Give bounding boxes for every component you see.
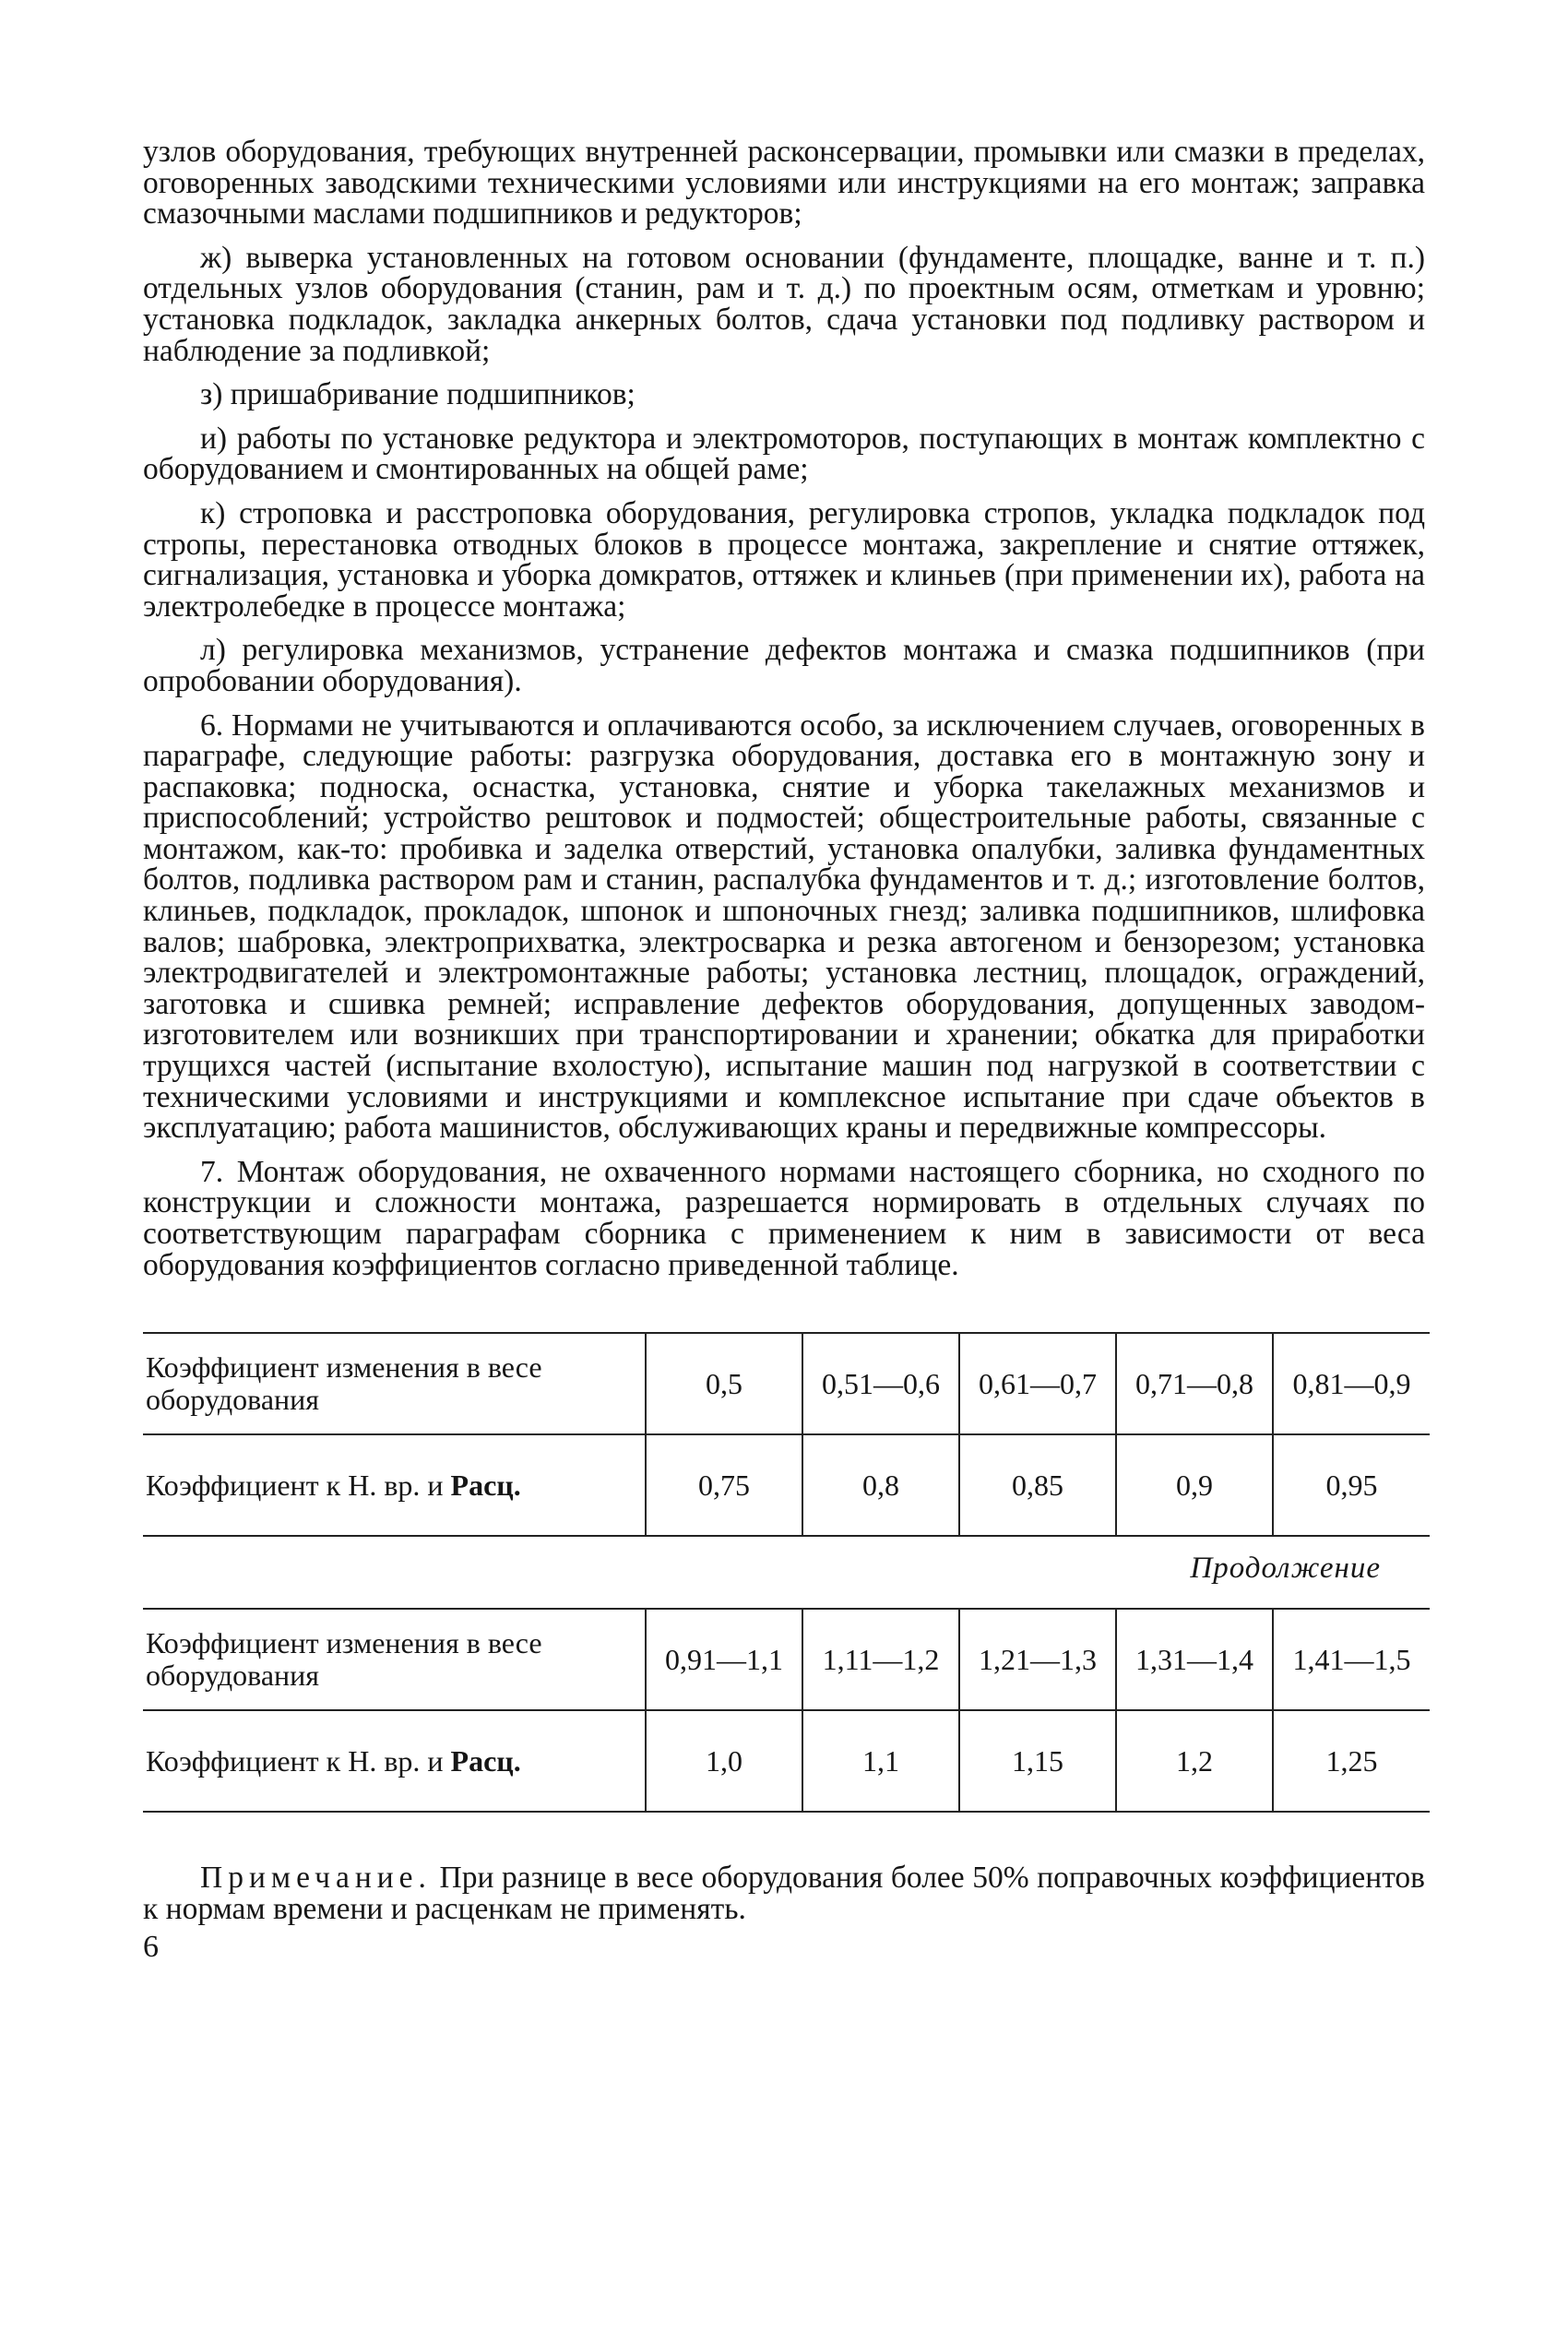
table-cell: 1,2: [1116, 1710, 1273, 1812]
note-text: При разнице в весе оборудования более 50% поправочных коэффициентов к нормам времени и расценкам не применять.: [143, 1861, 1425, 1926]
coefficient-table-2: [143, 1608, 1430, 1813]
table-cell: 0,85: [959, 1434, 1116, 1536]
paragraph-item-z: з) пришабривание подшипников;: [200, 377, 636, 412]
table-row-norm-coefficient: [143, 1434, 1430, 1536]
paragraph-clause-7: 7. Монтаж оборудования, не охваченного нормами настоящего сборника, но сходного по конструкции и сложности монтажа, разрешается нормировать в отдельных случаях по соответствующим параграфам сборника с применением к ним в зависимости от веса оборудования коэффициентов согласно приведенной таблице.: [143, 1154, 1425, 1282]
coefficient-table-1: [143, 1332, 1430, 1537]
paragraph-clause-6: 6. Нормами не учитываются и оплачиваются особо, за исключением случаев, оговоренных в параграфе, следующие работы: разгрузка оборудования, доставка его в монтажную зону и распаковка; подноска, оснастка, установка, снятие и уборка такелажных механизмов и приспособлений; устройство рештовок и подмостей; общестроительные работы, связанные с монтажом, как-то: пробивка и заделка отверстий, установка опалубки, заливка фундаментных болтов, подливка раствором рам и станин, распалубка фундаментов и т. д.; изготовление болтов, клиньев, подкладок, прокладок, шпонок и шпоночных гнезд; заливка подшипников, шлифовка валов; шабровка, электроприхватка, электросварка и резка автогеном и бензорезом; установка электродвигателей и электромонтажные работы; установка лестниц, площадок, ограждений, заготовка и сшивка ремней; исправление дефектов оборудования, допущенных заводом-изготовителем или возникших при транспортировании и хранении; обкатка для приработки трущихся частей (испытание вхолостую), испытание машин под нагрузкой в соответствии с техническими условиями и инструкциями и комплексное испытание при сдаче объектов в эксплуатацию; работа машинистов, обслуживающих краны и передвижные компрессоры.: [143, 708, 1425, 1146]
table-cell: 1,21—1,3: [959, 1609, 1116, 1710]
table-cell: 1,41—1,5: [1273, 1609, 1430, 1710]
table-cell: 0,61—0,7: [959, 1333, 1116, 1434]
table-cell: 1,1: [802, 1710, 959, 1812]
table-cell: 0,95: [1273, 1434, 1430, 1536]
table-cell: 0,75: [646, 1434, 802, 1536]
table-cell: 1,11—1,2: [802, 1609, 959, 1710]
paragraph-item-l: л) регулировка механизмов, устранение дефектов монтажа и смазка подшипников (при опробовании оборудования).: [143, 633, 1425, 698]
row-label-norm-coefficient: Коэффициент к Н. вр. и Расц.: [146, 1743, 521, 1778]
table-cell: 1,0: [646, 1710, 802, 1812]
table-cell: 0,5: [646, 1333, 802, 1434]
note-heading: Примечание.: [200, 1861, 432, 1896]
note-paragraph: [143, 1862, 1425, 1924]
table-row-weight-change: [143, 1333, 1430, 1434]
row-label-weight-change: Коэффициент изменения в весе оборудования: [146, 1626, 542, 1693]
document-page: [143, 137, 1425, 1965]
paragraph-item-i: и) работы по установке редуктора и электромоторов, поступающих в монтаж комплектно с оборудованием и смонтированных на общей раме;: [143, 421, 1425, 487]
table-cell: 1,31—1,4: [1116, 1609, 1273, 1710]
paragraph-item-k: к) строповка и расстроповка оборудования, регулировка стропов, укладка подкладок под стропы, перестановка отводных блоков в процессе монтажа, закрепление и снятие оттяжек, сигнализация, установка и уборка домкратов, оттяжек и клиньев (при применении их), работа на электролебедке в процессе монтажа;: [143, 495, 1425, 624]
table-cell: 0,9: [1116, 1434, 1273, 1536]
table-cell: 0,71—0,8: [1116, 1333, 1273, 1434]
page-number: 6: [143, 1930, 159, 1965]
table-cell: 0,91—1,1: [646, 1609, 802, 1710]
paragraph-item-zh: ж) выверка установленных на готовом основании (фундаменте, площадке, ванне и т. п.) отдельных узлов оборудования (станин, рам и т. д.) по проектным осям, отметкам и уровню; установка подкладок, закладка анкерных болтов, сдача установки под подливку раствором и наблюдение за подливкой;: [143, 240, 1425, 368]
row-label-norm-coefficient: Коэффициент к Н. вр. и Расц.: [146, 1468, 521, 1502]
table-cell: 0,81—0,9: [1273, 1333, 1430, 1434]
table-cell: 0,8: [802, 1434, 959, 1536]
table-row-norm-coefficient: [143, 1710, 1430, 1812]
continuation-label: Продолжение: [1190, 1552, 1381, 1586]
paragraph-continuation: узлов оборудования, требующих внутренней расконсервации, промывки или смазки в пределах, оговоренных заводскими техническими условиями или инструкциями на его монтаж; заправка смазочными маслами подшипников и редукторов;: [143, 135, 1425, 232]
table-cell: 1,15: [959, 1710, 1116, 1812]
table-cell: 0,51—0,6: [802, 1333, 959, 1434]
table-row-weight-change: [143, 1609, 1430, 1710]
row-label-weight-change: Коэффициент изменения в весе оборудования: [146, 1350, 542, 1417]
table-cell: 1,25: [1273, 1710, 1430, 1812]
